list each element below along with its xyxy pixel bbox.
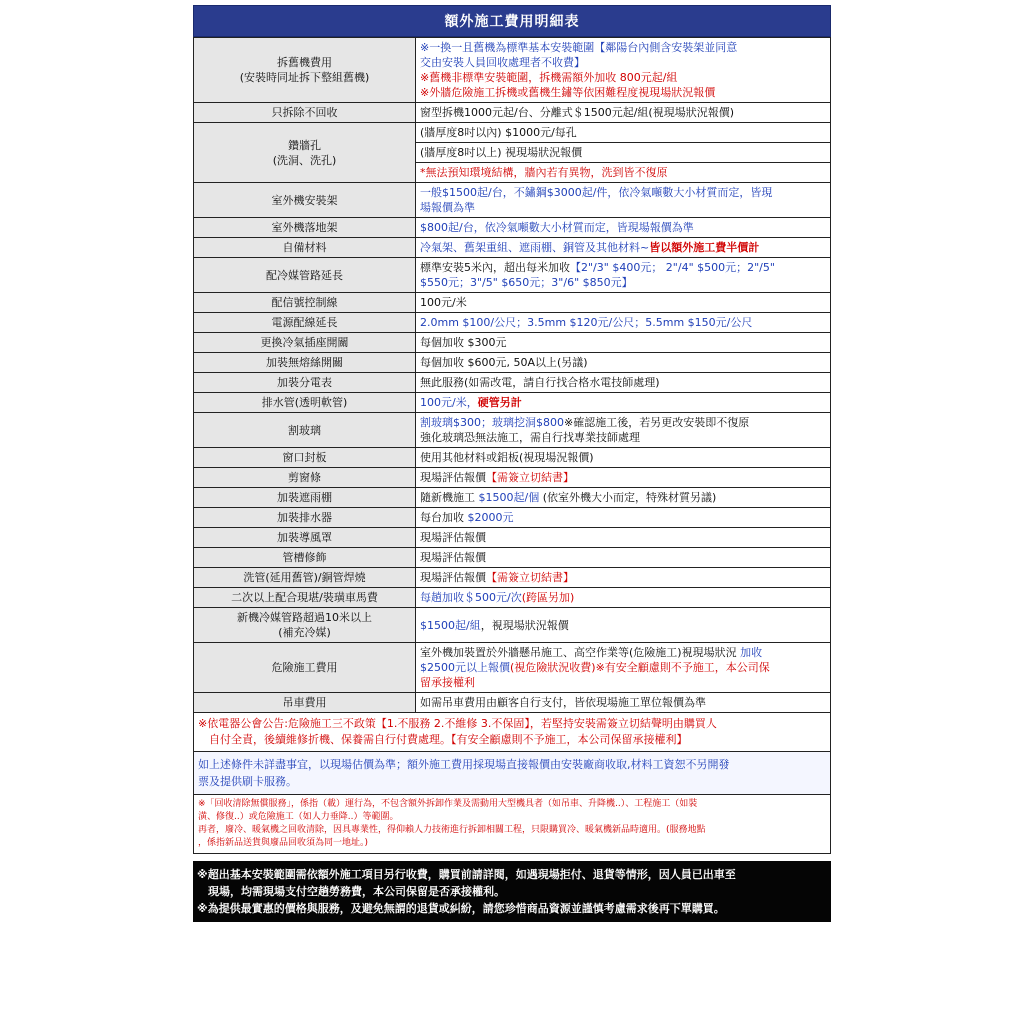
detail-line bbox=[420, 125, 826, 140]
detail-line bbox=[420, 40, 826, 55]
detail-line bbox=[420, 675, 826, 690]
label-line: 鑽牆孔 bbox=[288, 138, 321, 152]
detail-segment: ※一換一且舊機為標準基本安裝範圍【鄰陽台內側含安裝架並同意 bbox=[420, 41, 738, 54]
fee-item-label bbox=[194, 413, 416, 448]
fee-item-detail bbox=[416, 608, 831, 643]
fee-item-label bbox=[194, 123, 416, 183]
fee-item-detail bbox=[416, 413, 831, 448]
notice-line: 再者，廢冷、暖氣機之回收清除，因具專業性，得仰賴人力技術進行拆卸相關工程，只限購買冷、暖氣機新品時適用。(服務地點 bbox=[198, 825, 706, 835]
detail-segment: 硬管另計 bbox=[477, 396, 522, 409]
label-line: (補充冷媒) bbox=[278, 626, 331, 639]
fee-row bbox=[194, 313, 831, 333]
fee-item-label bbox=[194, 258, 416, 293]
label-line: 加裝無熔絲開關 bbox=[266, 356, 343, 369]
fee-item-label bbox=[194, 38, 416, 103]
fee-item-label bbox=[194, 313, 416, 333]
label-line: 加裝排水器 bbox=[277, 511, 332, 524]
fee-item-detail bbox=[416, 123, 831, 143]
label-line: 割玻璃 bbox=[288, 423, 321, 437]
fee-row bbox=[194, 183, 831, 218]
fee-item-detail bbox=[416, 488, 831, 508]
detail-line bbox=[420, 618, 826, 633]
detail-line bbox=[420, 185, 826, 200]
detail-segment: 室外機加裝置於外牆懸吊施工、高空作業等(危險施工)視現場狀況 bbox=[420, 646, 741, 659]
detail-segment: 現場評估報價 bbox=[420, 471, 486, 484]
fee-row bbox=[194, 38, 831, 103]
detail-line bbox=[420, 570, 826, 585]
detail-segment: $2500元以上報價 bbox=[420, 661, 510, 674]
detail-segment: 冷氣架、舊架重組、遮雨棚、銅管及其他材料~ bbox=[420, 241, 650, 254]
fee-item-detail bbox=[416, 293, 831, 313]
detail-segment: 每台加收 bbox=[420, 511, 468, 524]
fee-item-label bbox=[194, 588, 416, 608]
fee-item-label bbox=[194, 643, 416, 693]
hazard-policy-notice bbox=[193, 713, 831, 752]
label-line: 配冷媒管路延長 bbox=[266, 268, 343, 282]
fee-row bbox=[194, 123, 831, 143]
detail-segment: (視危險狀況收費)※有安全顧慮則不予施工，本公司保 bbox=[510, 661, 770, 674]
detail-segment: ，視現場狀況報價 bbox=[480, 618, 569, 632]
fee-row bbox=[194, 548, 831, 568]
detail-segment: 強化玻璃恐無法施工，需自行找專業技師處理 bbox=[420, 431, 640, 444]
detail-segment: ※外牆危險施工拆機或舊機生鏽等依困難程度視現場狀況報價 bbox=[420, 86, 716, 99]
fee-item-detail bbox=[416, 693, 831, 713]
detail-segment: 每個加收 $300元 bbox=[420, 336, 507, 349]
detail-segment: (跨區另加) bbox=[521, 591, 575, 604]
fee-item-label bbox=[194, 508, 416, 528]
detail-line bbox=[420, 510, 826, 525]
fee-row bbox=[194, 643, 831, 693]
detail-line bbox=[420, 105, 826, 120]
fee-row bbox=[194, 588, 831, 608]
fee-row bbox=[194, 413, 831, 448]
label-line: 洗管(延用舊管)/銅管焊燒 bbox=[243, 571, 366, 584]
detail-line bbox=[420, 260, 826, 275]
fee-item-label bbox=[194, 568, 416, 588]
label-line: 二次以上配合現堪/裝璜車馬費 bbox=[231, 591, 378, 604]
warning-line: 現場，均需現場支付空趟勞務費，本公司保留是否承接權利。 bbox=[197, 885, 505, 898]
detail-segment: 100元/米， bbox=[420, 396, 478, 409]
detail-line bbox=[420, 295, 826, 310]
detail-segment: (牆厚度8吋以內) $1000元/每孔 bbox=[420, 126, 577, 139]
detail-line bbox=[420, 450, 826, 465]
detail-segment: 【2"/3" $400元； 2"/4" $500元；2"/5" bbox=[570, 261, 775, 274]
label-line: 加裝遮雨棚 bbox=[277, 491, 332, 504]
label-line: 排水管(透明軟管) bbox=[261, 396, 348, 409]
fee-item-detail bbox=[416, 528, 831, 548]
detail-segment: 無此服務(如需改電，請自行找合格水電技師處理) bbox=[420, 376, 660, 389]
fee-item-label bbox=[194, 333, 416, 353]
detail-segment: 加收 bbox=[740, 646, 763, 659]
fee-row bbox=[194, 218, 831, 238]
detail-segment: 割玻璃$300；玻璃挖洞$800 bbox=[420, 416, 564, 429]
detail-line bbox=[420, 70, 826, 85]
label-line: 配信號控制線 bbox=[271, 296, 338, 309]
fee-item-detail bbox=[416, 468, 831, 488]
detail-segment: $2000元 bbox=[467, 511, 514, 524]
fee-sheet bbox=[193, 5, 831, 922]
detail-line bbox=[420, 395, 826, 410]
detail-line bbox=[420, 490, 826, 505]
notice-line: 潢、修復..）或危險施工（如人力垂降..）等範圍。 bbox=[198, 812, 399, 822]
fee-item-label bbox=[194, 293, 416, 313]
detail-segment: (牆厚度8吋以上) 視現場狀況報價 bbox=[420, 146, 583, 159]
fee-table bbox=[193, 37, 831, 713]
label-line: 危險施工費用 bbox=[271, 661, 338, 674]
detail-line bbox=[420, 470, 826, 485]
label-line: 剪窗條 bbox=[288, 471, 321, 484]
detail-segment: 窗型拆機1000元起/台、分離式＄1500元起/組(視現場狀況報價) bbox=[420, 106, 734, 119]
fee-item-detail bbox=[416, 313, 831, 333]
detail-line bbox=[420, 375, 826, 390]
fee-item-detail bbox=[416, 333, 831, 353]
fee-row bbox=[194, 293, 831, 313]
fee-row bbox=[194, 103, 831, 123]
label-line: 管槽修飾 bbox=[282, 551, 327, 564]
fee-item-label bbox=[194, 103, 416, 123]
fee-row bbox=[194, 488, 831, 508]
detail-segment: *無法預知環境結構，牆內若有異物，洗到皆不復原 bbox=[420, 166, 668, 179]
purchase-warning bbox=[193, 861, 831, 922]
detail-line bbox=[420, 415, 826, 430]
detail-line bbox=[420, 335, 826, 350]
notice-line: 自付全責，後續維修折機、保養需自行付費處理。【有安全顧慮則不予施工，本公司保留承接權利】 bbox=[198, 733, 688, 746]
detail-segment: 100元/米 bbox=[420, 296, 467, 309]
detail-line bbox=[420, 55, 826, 70]
fee-item-detail bbox=[416, 508, 831, 528]
detail-segment: $550元；3"/5" $650元；3"/6" $850元】 bbox=[420, 276, 633, 289]
detail-segment: ※舊機非標準安裝範圍，拆機需額外加收 800元起/組 bbox=[420, 71, 678, 84]
warning-line: ※為提供最實惠的價格與服務，及避免無謂的退貨或糾紛，請您珍惜商品資源並謹慎考慮需求後再下單購買。 bbox=[197, 902, 725, 915]
notice-line: ※依電器公會公告:危險施工三不政策【1.不服務 2.不維修 3.不保固】，若堅持安裝需簽立切結聲明由購買人 bbox=[198, 717, 717, 730]
fee-item-detail bbox=[416, 588, 831, 608]
label-line: 吊車費用 bbox=[282, 696, 327, 709]
fee-item-detail bbox=[416, 183, 831, 218]
fee-row bbox=[194, 393, 831, 413]
fee-item-detail bbox=[416, 643, 831, 693]
detail-segment: 使用其他材料或鋁板(視現場況報價) bbox=[420, 451, 594, 464]
detail-segment: 交由安裝人員回收處理者不收費】 bbox=[420, 56, 585, 69]
detail-line bbox=[420, 240, 826, 255]
fee-item-detail bbox=[416, 143, 831, 163]
fee-row bbox=[194, 468, 831, 488]
fee-item-detail bbox=[416, 448, 831, 468]
label-line: 窗口封板 bbox=[282, 451, 327, 464]
fee-row bbox=[194, 608, 831, 643]
detail-line bbox=[420, 275, 826, 290]
detail-line bbox=[420, 550, 826, 565]
fee-row bbox=[194, 693, 831, 713]
fee-item-label bbox=[194, 218, 416, 238]
detail-line bbox=[420, 165, 826, 180]
detail-segment: ※確認施工後，若另更改安裝即不復原 bbox=[564, 416, 750, 429]
detail-line bbox=[420, 315, 826, 330]
notice-line: 如上述條件未詳盡事宜，以現場估價為準；額外施工費用採現場直接報價由安裝廠商收取,材料工資恕不另開發 bbox=[198, 758, 730, 771]
detail-segment: 皆以額外施工費半價計 bbox=[649, 241, 760, 254]
fee-item-detail bbox=[416, 103, 831, 123]
quote-notice bbox=[193, 752, 831, 795]
detail-segment: 每個加收 $600元, 50A以上(另議) bbox=[420, 356, 588, 369]
fee-item-label bbox=[194, 528, 416, 548]
detail-line bbox=[420, 695, 826, 710]
detail-line bbox=[420, 430, 826, 445]
fee-row bbox=[194, 333, 831, 353]
label-line: 室外機落地架 bbox=[271, 221, 338, 234]
fee-item-label bbox=[194, 448, 416, 468]
detail-line bbox=[420, 355, 826, 370]
fee-item-label bbox=[194, 548, 416, 568]
fee-item-label bbox=[194, 488, 416, 508]
fee-item-label bbox=[194, 238, 416, 258]
detail-line bbox=[420, 660, 826, 675]
fee-item-detail bbox=[416, 548, 831, 568]
detail-segment: 現場評估報價 bbox=[420, 531, 486, 544]
fee-item-detail bbox=[416, 373, 831, 393]
fee-item-detail bbox=[416, 38, 831, 103]
fee-item-detail bbox=[416, 218, 831, 238]
detail-segment: 標準安裝5米內，超出每米加收 bbox=[420, 261, 570, 274]
label-line: 拆舊機費用 bbox=[277, 56, 332, 69]
warning-line: ※超出基本安裝範圍需依額外施工項目另行收費，購買前請詳閱，如遇現場拒付、退貨等情形，因人員已出車至 bbox=[197, 868, 736, 881]
label-line: 只拆除不回收 bbox=[271, 106, 338, 119]
detail-segment: 一般$1500起/台，不鏽鋼$3000起/件，依冷氣噸數大小材質而定，皆現 bbox=[420, 186, 773, 199]
label-line: 電源配線延長 bbox=[271, 316, 338, 329]
label-line: 更換冷氣插座開關 bbox=[260, 336, 349, 349]
notice-line: ※「回收清除無償服務」，係指（載）運行為，不包含額外拆卸作業及需動用大型機具者（如吊車、升降機..）、工程施工（如裝 bbox=[198, 799, 698, 809]
detail-segment: 如需吊車費用由顧客自行支付，皆依現場施工單位報價為準 bbox=[420, 696, 706, 709]
label-line: 新機冷媒管路超過10米以上 bbox=[237, 611, 372, 624]
fee-item-detail bbox=[416, 258, 831, 293]
detail-line bbox=[420, 200, 826, 215]
detail-line bbox=[420, 645, 826, 660]
detail-segment: 現場評估報價 bbox=[420, 571, 486, 584]
fee-row bbox=[194, 353, 831, 373]
detail-segment: 【需簽立切結書】 bbox=[486, 471, 574, 484]
fee-item-label bbox=[194, 373, 416, 393]
label-line: 室外機安裝架 bbox=[271, 193, 338, 207]
recycling-notice bbox=[193, 795, 831, 854]
fee-item-label bbox=[194, 608, 416, 643]
detail-line bbox=[420, 145, 826, 160]
detail-line bbox=[420, 530, 826, 545]
notice-line: ，係指新品送貨與廢品回收須為同一地址。) bbox=[198, 838, 369, 848]
fee-item-label bbox=[194, 353, 416, 373]
detail-segment: 【需簽立切結書】 bbox=[486, 571, 574, 584]
detail-segment: 每趟加收＄500元/次 bbox=[420, 591, 522, 604]
fee-item-detail bbox=[416, 568, 831, 588]
fee-row bbox=[194, 258, 831, 293]
notice-line: 票及提供刷卡服務。 bbox=[198, 775, 297, 788]
detail-line bbox=[420, 220, 826, 235]
fee-row bbox=[194, 568, 831, 588]
fee-row bbox=[194, 528, 831, 548]
fee-item-detail bbox=[416, 393, 831, 413]
detail-segment: 場報價為準 bbox=[420, 201, 475, 214]
detail-segment: $1500起/組 bbox=[420, 618, 481, 632]
detail-segment: 現場評估報價 bbox=[420, 551, 486, 564]
label-line: (洗洞、洗孔) bbox=[272, 153, 337, 167]
detail-segment: (依室外機大小而定，特殊材質另議) bbox=[539, 491, 717, 504]
detail-line bbox=[420, 590, 826, 605]
detail-segment: $800起/台，依冷氣噸數大小材質而定，皆現場報價為準 bbox=[420, 221, 694, 234]
fee-item-label bbox=[194, 468, 416, 488]
fee-row bbox=[194, 448, 831, 468]
fee-row bbox=[194, 508, 831, 528]
fee-row bbox=[194, 373, 831, 393]
detail-segment: $1500起/個 bbox=[478, 491, 540, 504]
fee-item-label bbox=[194, 183, 416, 218]
fee-item-detail bbox=[416, 163, 831, 183]
label-line: 加裝分電表 bbox=[277, 376, 332, 389]
label-line: 加裝導風罩 bbox=[277, 531, 332, 544]
fee-row bbox=[194, 238, 831, 258]
detail-segment: 隨新機施工 bbox=[420, 491, 479, 504]
fee-item-label bbox=[194, 693, 416, 713]
fee-item-detail bbox=[416, 238, 831, 258]
detail-segment: 2.0mm $100/公尺；3.5mm $120元/公尺；5.5mm $150元/公尺 bbox=[420, 316, 753, 329]
sheet-title: 額外施工費用明細表 bbox=[193, 5, 831, 37]
detail-segment: 留承接權利 bbox=[420, 676, 475, 689]
fee-item-label bbox=[194, 393, 416, 413]
detail-line bbox=[420, 85, 826, 100]
fee-item-detail bbox=[416, 353, 831, 373]
label-line: 自備材料 bbox=[282, 241, 327, 254]
label-line: (安裝時同址拆下整組舊機) bbox=[239, 71, 370, 84]
